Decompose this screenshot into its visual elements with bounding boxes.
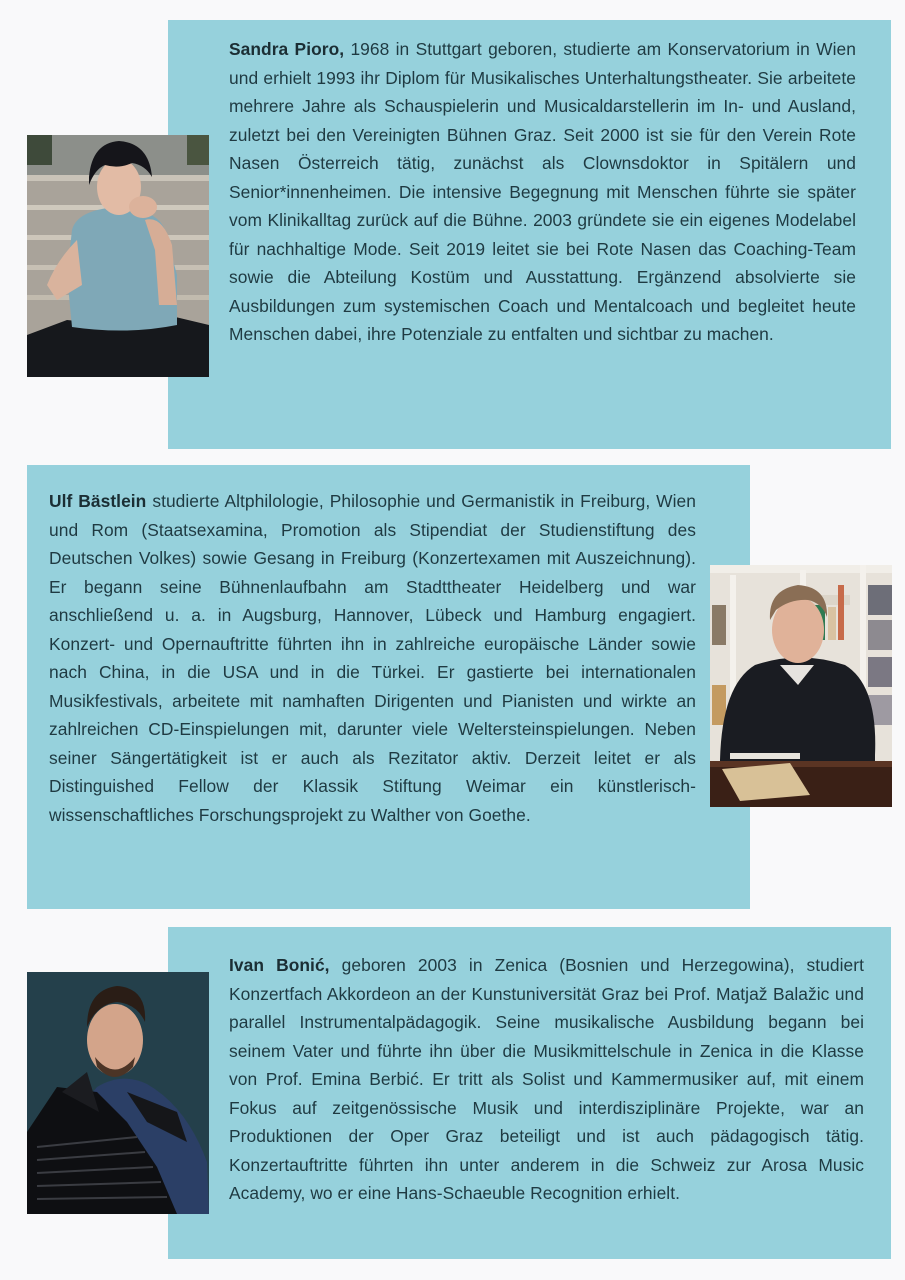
- bio-name: Ulf Bästlein: [49, 491, 147, 511]
- photo-sandra-pioro: [27, 135, 209, 377]
- bio-body: studierte Altphilologie, Philosophie und Germanistik in Freiburg, Wien und Rom (Staatsexamina, Promotion als Stipendiat der Studienstiftung des Deutschen Volkes) sowie Gesang in Freiburg (Konzertexamen mit Auszeichnung). Er begann seine Bühnenlaufbahn am Stadttheater Heidelberg und war anschließend u. a. in Augsburg, Hannover, Lübeck und Hamburg engagiert. Konzert- und Opernauftritte führten ihn in zahlreiche europäische Länder sowie nach China, in die USA und in die Türkei. Er gastierte bei internationalen Musikfestivals, arbeitete mit namhaften Dirigenten und Pianisten und wirkte an zahlreichen CD-Einspielungen mit, darunter viele Weltersteinspielungen. Neben seiner Sängertätigkeit ist er auch als Rezitator aktiv. Derzeit leitet er als Distinguished Fellow der Klassik Stiftung Weimar ein künstlerisch-wissenschaftliches Forschungsprojekt zu Walther von Goethe.: [49, 491, 697, 825]
- portrait-man-image: [710, 565, 892, 807]
- bio-body: 1968 in Stuttgart geboren, studierte am Konservatorium in Wien und erhielt 1993 ihr Diplom für Musikalisches Unterhaltungstheater. Sie arbeitete mehrere Jahre als Schauspielerin und Musicaldarstellerin im In- und Ausland, zuletzt bei den Vereinigten Bühnen Graz. Seit 2000 ist sie für den Verein Rote Nasen Österreich tätig, zunächst als Clownsdoktor in Spitälern und Senior*innenheimen. Die intensive Begegnung mit Menschen führte sie später vom Klinikalltag zurück auf die Bühne. 2003 gründete sie ein eigenes Modelabel für nachhaltige Mode. Seit 2019 leitet sie bei Rote Nasen das Coaching-Team sowie die Abteilung Kostüm und Ausstattung. Ergänzend absolvierte sie Ausbildungen zum systemischen Coach und Mentalcoach und begleitet heute Menschen dabei, ihre Potenziale zu entfalten und sichtbar zu machen.: [229, 39, 856, 344]
- bio-name: Sandra Pioro,: [229, 39, 345, 59]
- bio-text-sandra-pioro: [229, 35, 856, 349]
- portrait-accordionist-image: [27, 972, 209, 1214]
- bio-text-ivan-bonic: [229, 951, 864, 1208]
- photo-ulf-baestlein: [710, 565, 892, 807]
- bio-body: geboren 2003 in Zenica (Bosnien und Herzegowina), studiert Konzertfach Akkordeon an der Kunstuniversität Graz bei Prof. Matjaž Balažic und parallel Instrumentalpädagogik. Seine musikalische Ausbildung begann bei seinem Vater und führte ihn über die Musikmittelschule in Zenica in die Klasse von Prof. Emina Berbić. Er tritt als Solist und Kammermusiker auf, mit einem Fokus auf zeitgenössische Musik und interdisziplinäre Projekte, war an Produktionen der Oper Graz beteiligt und ist auch pädagogisch tätig. Konzertauftritte führten ihn unter anderem in die Schweiz zur Arosa Music Academy, wo er eine Hans-Schaeuble Recognition erhielt.: [229, 955, 864, 1203]
- bio-text-ulf-baestlein: [49, 487, 696, 829]
- portrait-woman-image: [27, 135, 209, 377]
- bio-name: Ivan Bonić,: [229, 955, 330, 975]
- photo-ivan-bonic: [27, 972, 209, 1214]
